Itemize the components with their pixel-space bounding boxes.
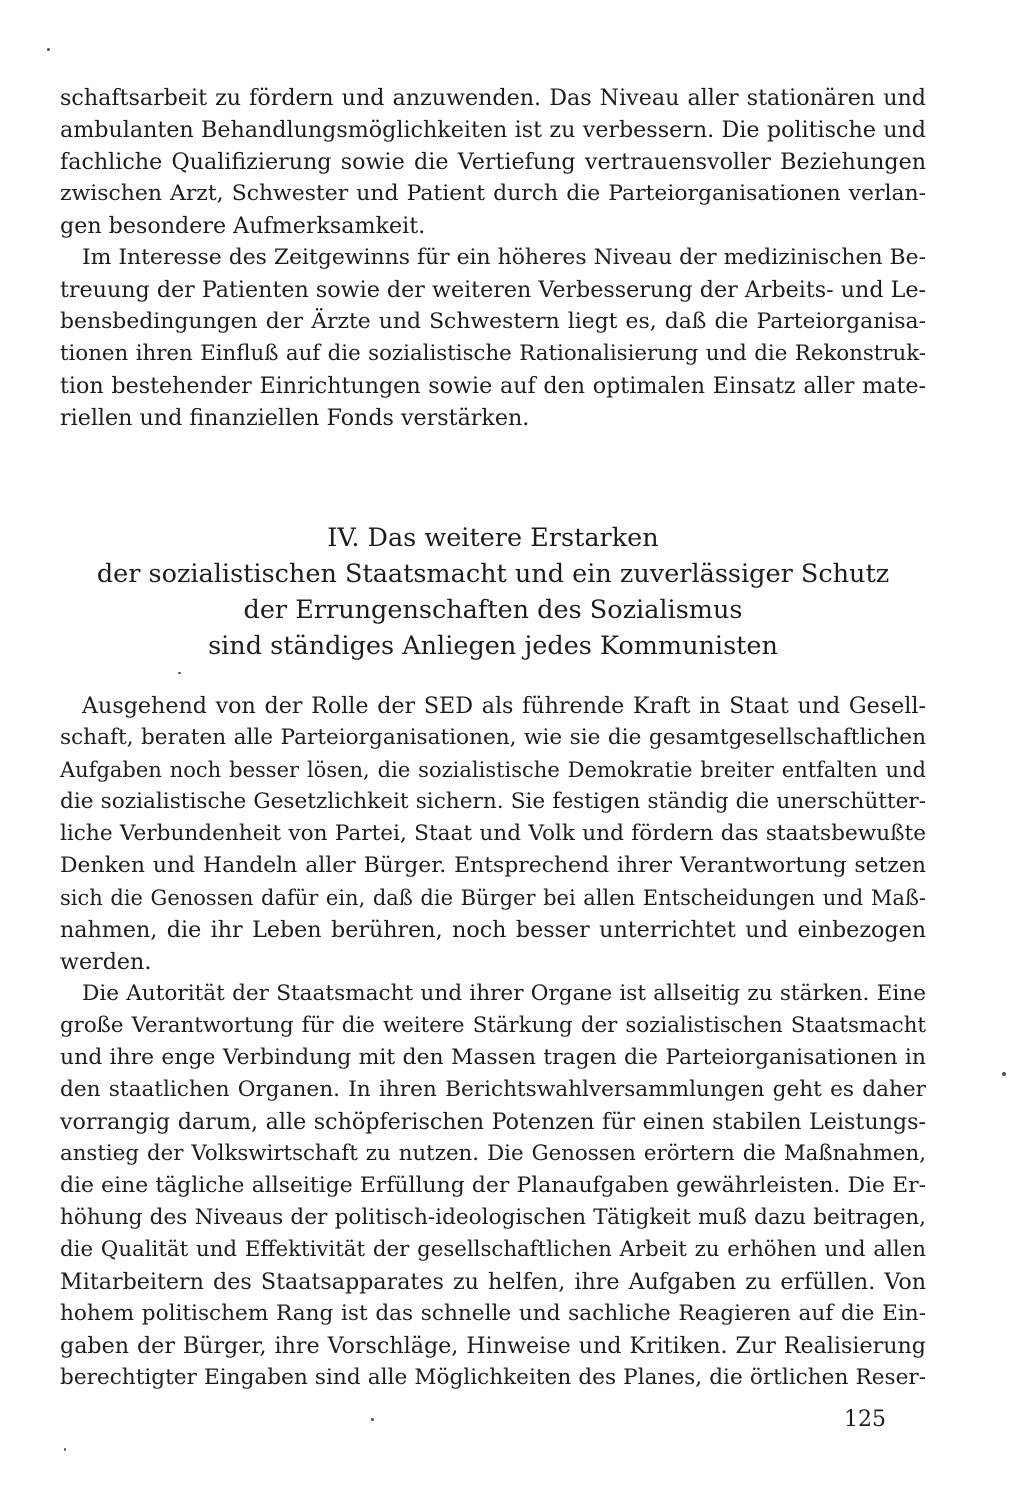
text-line: höhung des Niveaus der politisch-ideologischen Tätigkeit muß dazu beitragen, <box>60 1205 926 1230</box>
text-line: tion bestehender Einrichtungen sowie auf den optimalen Einsatz aller mate- <box>60 373 926 399</box>
text-line: und ihre enge Verbindung mit den Massen tragen die Parteiorganisationen in <box>60 1045 926 1070</box>
text-line: treuung der Patienten sowie der weiteren Verbesserung der Arbeits- und Le- <box>60 277 926 303</box>
text-line: nahmen, die ihr Leben berühren, noch besser unterrichtet und einbezogen <box>60 917 926 943</box>
text-line: Mitarbeitern des Staatsapparates zu helfen, ihre Aufgaben zu erfüllen. Von <box>60 1269 926 1295</box>
body-text-top <box>60 82 926 434</box>
text-line: liche Verbundenheit von Partei, Staat und Volk und fördern das staatsbewußte <box>60 821 926 846</box>
text-line: riellen und finanziellen Fonds verstärken. <box>60 405 530 431</box>
paragraph-2 <box>60 242 926 434</box>
page-number: 125 <box>844 1407 886 1432</box>
text-line: den staatlichen Organen. In ihren Berichtswahlversammlungen geht es daher <box>60 1077 926 1102</box>
section-heading <box>60 520 926 664</box>
text-line: fachliche Qualifizierung sowie die Vertiefung vertrauensvoller Beziehungen <box>60 149 926 175</box>
heading-line: der sozialistischen Staatsmacht und ein zuverlässiger Schutz <box>96 559 890 589</box>
text-line: sich die Genossen dafür ein, daß die Bürger bei allen Entscheidungen und Maß- <box>60 886 926 910</box>
scan-speck <box>47 48 50 51</box>
text-line: hohem politischem Rang ist das schnelle und sachliche Reagieren auf die Ein- <box>60 1301 926 1326</box>
text-line: werden. <box>60 949 152 975</box>
text-line: gen besondere Aufmerksamkeit. <box>60 213 426 239</box>
scan-speck <box>64 1448 66 1451</box>
paragraph-3 <box>60 690 926 978</box>
text-line: tionen ihren Einfluß auf die sozialistische Rationalisierung und die Rekonstruk- <box>60 341 926 366</box>
text-line: Die Autorität der Staatsmacht und ihrer Organe ist allseitig zu stärken. Eine <box>82 981 926 1006</box>
scan-speck <box>371 1418 374 1421</box>
paragraph-4 <box>60 978 926 1394</box>
text-line: die eine tägliche allseitige Erfüllung der Planaufgaben gewährleisten. Die Er- <box>60 1173 926 1198</box>
text-line: schaft, beraten alle Parteiorganisationen, wie sie die gesamtgesellschaftlichen <box>60 725 926 750</box>
text-line: große Verantwortung für die weitere Stärkung der sozialistischen Staatsmacht <box>60 1013 926 1038</box>
heading-line: sind ständiges Anliegen jedes Kommunisten <box>208 631 778 661</box>
text-line: die Qualität und Effektivität der gesellschaftlichen Arbeit zu erhöhen und allen <box>60 1237 926 1262</box>
text-line: vorrangig darum, alle schöpferischen Potenzen für einen stabilen Leistungs- <box>60 1109 926 1135</box>
text-line: Denken und Handeln aller Bürger. Entsprechend ihrer Verantwortung setzen <box>60 853 926 878</box>
text-line: anstieg der Volkswirtschaft zu nutzen. Die Genossen erörtern die Maßnahmen, <box>60 1141 926 1166</box>
text-line: berechtigter Eingaben sind alle Möglichkeiten des Planes, die örtlichen Reser- <box>60 1365 926 1390</box>
text-line: bensbedingungen der Ärzte und Schwestern liegt es, daß die Parteiorganisa- <box>60 309 926 334</box>
text-line: Aufgaben noch besser lösen, die sozialistische Demokratie breiter entfalten und <box>60 758 926 782</box>
text-line: Im Interesse des Zeitgewinns für ein höheres Niveau der medizinischen Be- <box>82 245 926 270</box>
text-line: Ausgehend von der Rolle der SED als führende Kraft in Staat und Gesell- <box>82 693 926 719</box>
scan-speck <box>1002 1072 1006 1076</box>
heading-line: der Errungenschaften des Sozialismus <box>243 595 743 625</box>
scan-speck <box>178 672 181 674</box>
text-line: gaben der Bürger, ihre Vorschläge, Hinweise und Kritiken. Zur Realisierung <box>60 1333 926 1359</box>
body-text-bottom <box>60 690 926 1394</box>
heading-line: IV. Das weitere Erstarken <box>327 523 659 553</box>
text-line: schaftsarbeit zu fördern und anzuwenden. Das Niveau aller stationären und <box>60 85 926 111</box>
text-line: zwischen Arzt, Schwester und Patient durch die Parteiorganisationen verlan- <box>60 181 926 206</box>
paragraph-1 <box>60 82 926 242</box>
text-line: die sozialistische Gesetzlichkeit sichern. Sie festigen ständig die unerschütter- <box>60 789 926 814</box>
text-line: ambulanten Behandlungsmöglichkeiten ist zu verbessern. Die politische und <box>60 117 926 143</box>
